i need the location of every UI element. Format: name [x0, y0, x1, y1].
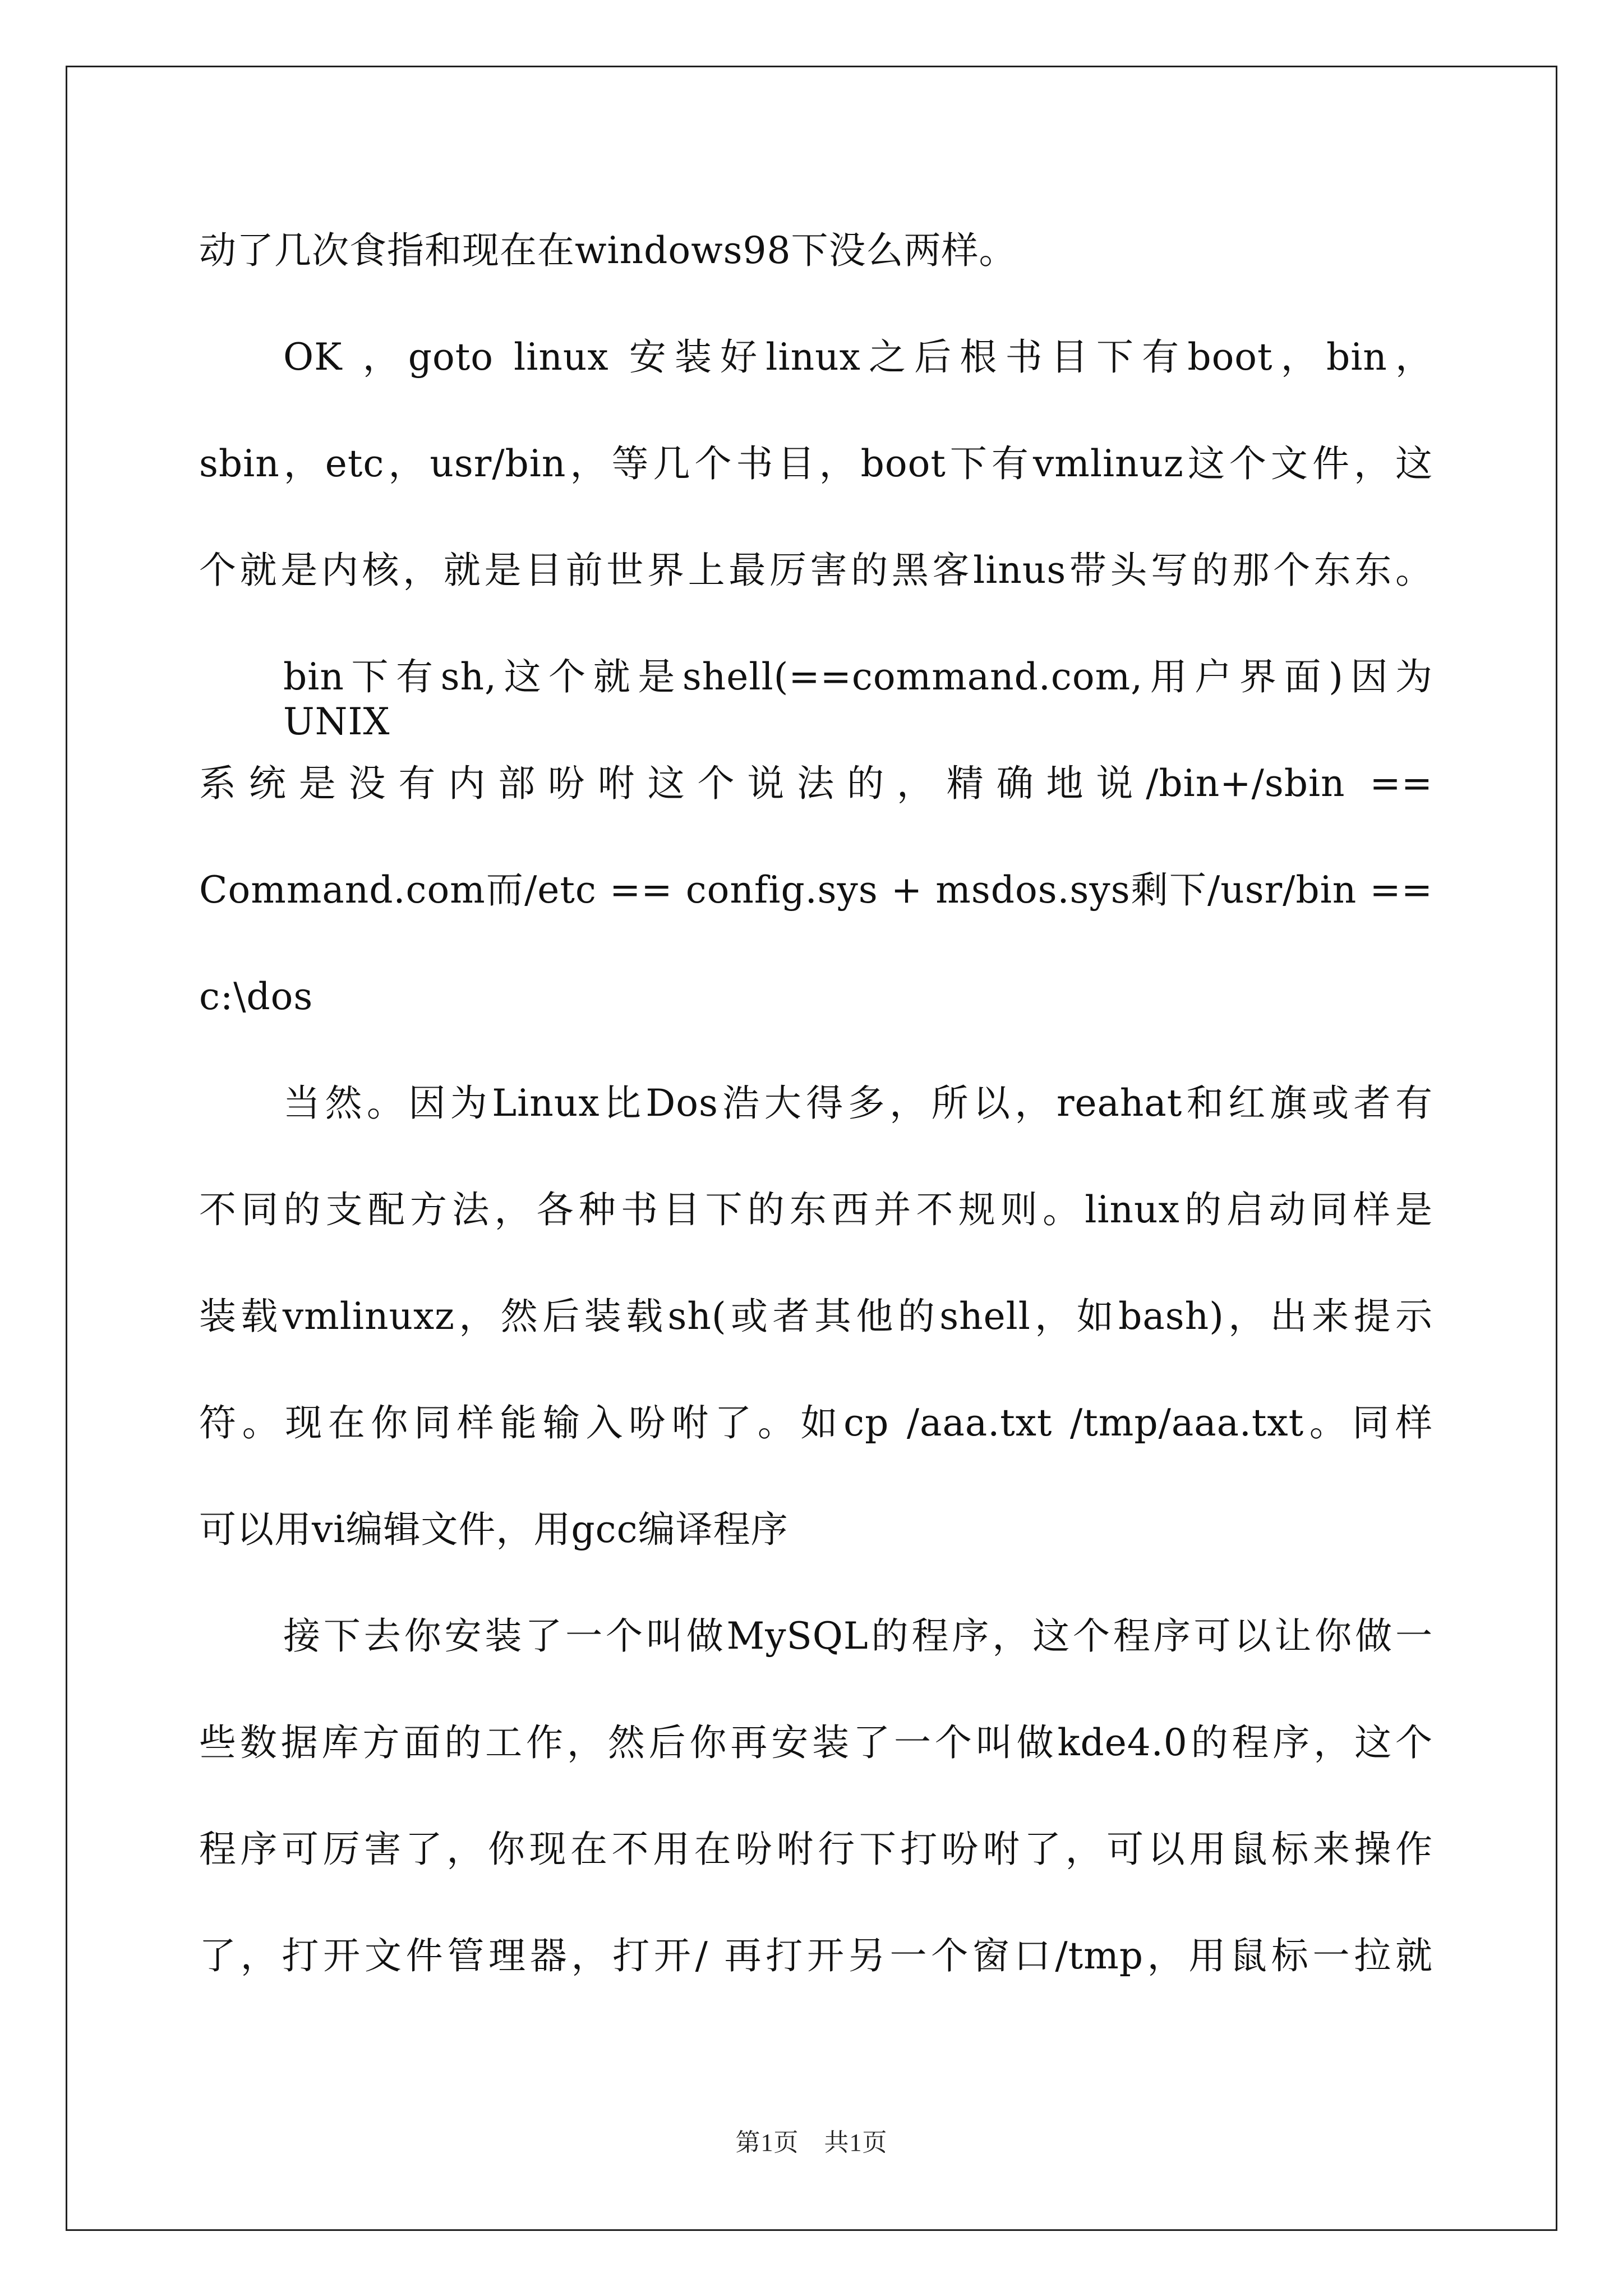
- paragraph-first-line: OK ，goto linux 安装好linux之后根书目下有boot，bin，: [283, 335, 1433, 379]
- text-line: 符。现在你同样能输入吩咐了。如cp /aaa.txt /tmp/aaa.txt。同样: [199, 1401, 1433, 1444]
- text-line: 装载vmlinuxz，然后装载sh(或者其他的shell，如bash)，出来提示: [199, 1295, 1433, 1338]
- paragraph-first-line: bin下有sh,这个就是shell(==command.com,用户界面)因为UNIX: [283, 655, 1433, 743]
- text-line: 可以用vi编辑文件，用gcc编译程序: [199, 1508, 789, 1551]
- page-border: [66, 66, 1557, 2231]
- text-line: 不同的支配方法，各种书目下的东西并不规则。linux的启动同样是: [199, 1188, 1433, 1231]
- text-line: sbin，etc，usr/bin，等几个书目，boot下有vmlinuz这个文件，这: [199, 442, 1433, 485]
- text-line: 动了几次食指和现在在windows98下没么两样。: [199, 229, 1017, 272]
- page-footer: 第1页 共1页: [735, 2129, 888, 2156]
- text-line: Command.com而/etc == config.sys + msdos.sys剩下/usr/bin ==: [199, 868, 1433, 912]
- text-line: 些数据库方面的工作，然后你再安装了一个叫做kde4.0的程序，这个: [199, 1721, 1433, 1764]
- text-line: 了，打开文件管理器，打开/ 再打开另一个窗口/tmp，用鼠标一拉就: [199, 1934, 1433, 1977]
- paragraph-first-line: 当然。因为Linux比Dos浩大得多，所以，reahat和红旗或者有: [283, 1082, 1433, 1125]
- text-line: 程序可厉害了，你现在不用在吩咐行下打吩咐了，可以用鼠标来操作: [199, 1828, 1433, 1871]
- text-line: 系统是没有内部吩咐这个说法的，精确地说/bin+/sbin ==: [199, 762, 1433, 805]
- paragraph-first-line: 接下去你安装了一个叫做MySQL的程序，这个程序可以让你做一: [283, 1614, 1433, 1658]
- text-line: 个就是内核，就是目前世界上最厉害的黑客linus带头写的那个东东。: [199, 549, 1433, 592]
- text-line: c:\dos: [199, 975, 313, 1018]
